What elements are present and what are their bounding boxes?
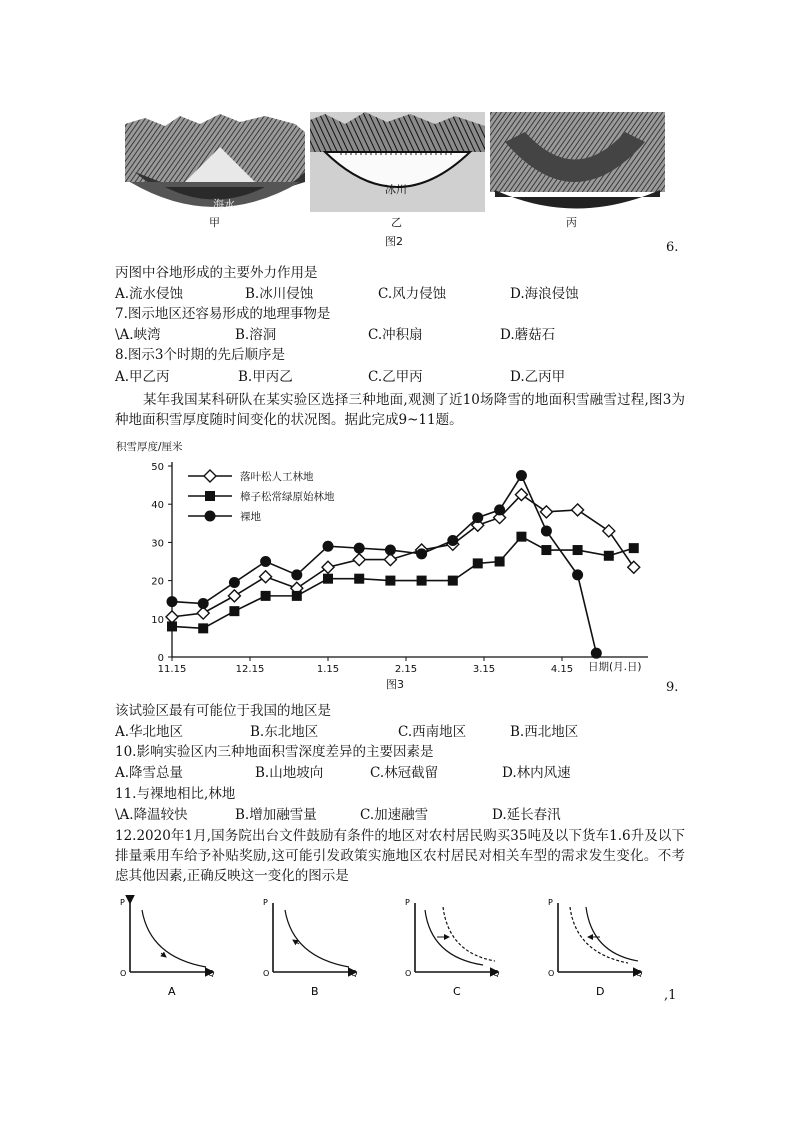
q10-option-d: D.林内风速 <box>502 765 571 781</box>
q7-option-a: \A.峡湾 <box>115 327 161 343</box>
chart-point-circle <box>516 470 527 481</box>
q6-option-a: A.流水侵蚀 <box>115 286 184 302</box>
chart-x-tick-label: 1.15 <box>316 664 340 675</box>
q12-graph-d <box>548 898 642 998</box>
q12-graph-label-b: B <box>311 985 319 998</box>
chart-point-circle <box>472 512 483 523</box>
chart-x-tick-label: 2.15 <box>394 664 418 675</box>
svg-text:P: P <box>548 898 553 907</box>
q11-option-d: D.延长春汛 <box>492 807 561 823</box>
q11-stem: 11.与裸地相比,林地 <box>115 786 236 802</box>
chart-point-diamond <box>572 504 584 516</box>
q12-trailing-mark: ,1 <box>664 988 677 1003</box>
figure-2-panel-jia <box>125 114 305 207</box>
q8-option-a: A.甲乙丙 <box>115 369 170 385</box>
figure-2-label-bing: 丙 <box>566 216 577 229</box>
q8-option-d: D.乙丙甲 <box>510 369 566 385</box>
q6-option-c: C.风力侵蚀 <box>378 286 447 302</box>
chart-point-square <box>604 551 614 561</box>
chart-x-tick-label: 11.15 <box>157 664 187 675</box>
chart-y-tick-label: 10 <box>151 614 164 626</box>
chart-y-axis-label: 积雪厚度/厘米 <box>116 441 183 453</box>
chart-point-circle <box>354 543 365 554</box>
chart-point-square <box>198 623 208 633</box>
chart-point-circle <box>541 525 552 536</box>
chart-y-tick-label: 50 <box>151 462 164 473</box>
chart-point-diamond <box>628 561 640 573</box>
chart-legend-label: 樟子松常绿原始林地 <box>240 491 335 503</box>
q11-option-b: B.增加融雪量 <box>235 807 317 823</box>
chart-point-square <box>354 574 364 584</box>
chart-point-square <box>495 557 505 567</box>
margin-number-6: 6. <box>666 240 679 255</box>
chart-point-square <box>229 606 239 616</box>
svg-text:Q: Q <box>493 969 500 978</box>
chart-legend-marker <box>204 470 216 482</box>
svg-text:O: O <box>405 969 412 978</box>
q10-option-b: B.山地坡向 <box>255 765 324 781</box>
q10-option-c: C.林冠截留 <box>370 765 439 781</box>
chart-point-square <box>167 621 177 631</box>
svg-text:O: O <box>120 969 127 978</box>
chart-point-diamond <box>603 525 615 537</box>
figure-2-panel-yi <box>310 112 485 212</box>
svg-text:O: O <box>548 969 555 978</box>
svg-text:P: P <box>120 898 125 907</box>
chart-point-square <box>629 543 639 553</box>
figure-2-panel-bing <box>490 112 665 209</box>
chart-legend-marker <box>205 511 216 522</box>
figure-2-label-yi: 乙 <box>391 216 402 229</box>
q8-option-b: B.甲丙乙 <box>238 369 293 385</box>
q6-option-d: D.海浪侵蚀 <box>510 286 579 302</box>
figure-2 <box>125 112 665 217</box>
chart-caption: 图3 <box>386 678 404 691</box>
chart-y-tick-label: 0 <box>157 653 164 664</box>
chart-x-axis-label: 日期(月.日) <box>588 661 642 673</box>
chart-x-tick-label: 12.15 <box>235 664 265 675</box>
q7-option-c: C.冲积扇 <box>368 327 423 343</box>
chart-legend-label: 落叶松人工林地 <box>240 471 314 483</box>
q12-graph-a <box>120 898 214 998</box>
q12-graph-label-d: D <box>596 985 605 998</box>
figure-3-chart <box>110 436 670 692</box>
chart-point-diamond <box>228 590 240 602</box>
chart-legend-label: 裸地 <box>240 511 261 523</box>
q11-option-a: \A.降温较快 <box>115 807 188 823</box>
chart-point-diamond <box>540 506 552 518</box>
q8-option-c: C.乙甲丙 <box>368 369 423 385</box>
q8-stem: 8.图示3个时期的先后顺序是 <box>115 347 285 363</box>
svg-text:Q: Q <box>208 969 215 978</box>
intro-paragraph-9-11: 某年我国某科研队在某实验区选择三种地面,观测了近10场降雪的地面积雪融雪过程,图3为种地面积雪厚度随时间变化的状况图。据此完成9~11题。 <box>115 392 685 428</box>
chart-point-circle <box>198 598 209 609</box>
q9-option-a: A.华北地区 <box>115 724 184 740</box>
chart-legend-marker <box>205 491 215 501</box>
chart-y-tick-label: 40 <box>151 500 164 512</box>
q12-graph-label-c: C <box>453 985 461 998</box>
q12-graph-label-a: A <box>168 985 176 998</box>
chart-point-circle <box>416 548 427 559</box>
chart-series-line-circle <box>172 476 596 654</box>
svg-text:Q: Q <box>636 969 643 978</box>
svg-text:P: P <box>405 898 410 907</box>
chart-series-line-square <box>172 537 634 629</box>
chart-point-square <box>573 545 583 555</box>
chart-point-square <box>417 576 427 586</box>
chart-point-circle <box>167 596 178 607</box>
chart-point-square <box>292 591 302 601</box>
chart-x-tick-label: 4.15 <box>550 664 574 675</box>
q12-graph-c <box>405 898 499 998</box>
chart-point-circle <box>229 577 240 588</box>
q6-stem: 丙图中谷地形成的主要外力作用是 <box>115 265 318 281</box>
q10-stem: 10.影响实验区内三种地面积雪深度差异的主要因素是 <box>115 744 434 760</box>
chart-point-circle <box>572 569 583 580</box>
chart-point-circle <box>323 541 334 552</box>
q10-option-a: A.降雪总量 <box>115 765 184 781</box>
q7-option-b: B.溶洞 <box>235 327 277 343</box>
chart-point-circle <box>591 648 602 659</box>
chart-point-square <box>541 545 551 555</box>
q12-graph-b <box>263 898 357 998</box>
chart-x-tick-label: 3.15 <box>472 664 496 675</box>
chart-point-square <box>261 591 271 601</box>
chart-point-square <box>473 558 483 568</box>
chart-legend <box>188 470 335 523</box>
q12-graphs <box>110 895 680 1005</box>
figure-2-caption: 图2 <box>385 235 403 248</box>
chart-y-tick-label: 20 <box>151 576 164 588</box>
chart-point-diamond <box>260 571 272 583</box>
chart-series <box>166 470 640 659</box>
q11-option-c: C.加速融雪 <box>360 807 429 823</box>
figure-2-label-sea: 海水 <box>213 198 235 211</box>
chart-point-square <box>516 532 526 542</box>
q7-stem: 7.图示地区还容易形成的地理事物是 <box>115 306 331 322</box>
chart-point-circle <box>385 545 396 556</box>
figure-2-label-jia: 甲 <box>209 216 220 229</box>
chart-point-circle <box>291 569 302 580</box>
q9-option-c: C.西南地区 <box>398 724 467 740</box>
q6-option-b: B.冰川侵蚀 <box>245 286 314 302</box>
chart-point-diamond <box>322 561 334 573</box>
q9-option-b: B.东北地区 <box>250 724 319 740</box>
chart-point-circle <box>494 504 505 515</box>
q12-stem: 12.2020年1月,国务院出台文件鼓励有条件的地区对农村居民购买35吨及以下货车1.6升及以下排量乘用车给予补贴奖励,这可能引发政策实施地区农村居民对相关车型的需求发生变化。不考虑其他因素,正确反映这一变化的图示是 <box>115 828 685 884</box>
margin-number-9: 9. <box>666 680 679 695</box>
q9-stem: 该试验区最有可能位于我国的地区是 <box>115 703 331 719</box>
chart-point-square <box>385 576 395 586</box>
q9-option-d: B.西北地区 <box>510 724 579 740</box>
chart-point-circle <box>447 535 458 546</box>
chart-y-tick-label: 30 <box>151 538 164 550</box>
svg-text:Q: Q <box>351 969 358 978</box>
chart-point-square <box>323 574 333 584</box>
chart-point-diamond <box>353 554 365 566</box>
svg-text:P: P <box>263 898 268 907</box>
chart-point-diamond <box>166 611 178 623</box>
svg-text:O: O <box>263 969 270 978</box>
chart-point-circle <box>260 556 271 567</box>
figure-2-label-glacier: 冰川 <box>385 183 407 196</box>
q7-option-d: D.蘑菇石 <box>500 327 556 343</box>
chart-point-square <box>448 576 458 586</box>
